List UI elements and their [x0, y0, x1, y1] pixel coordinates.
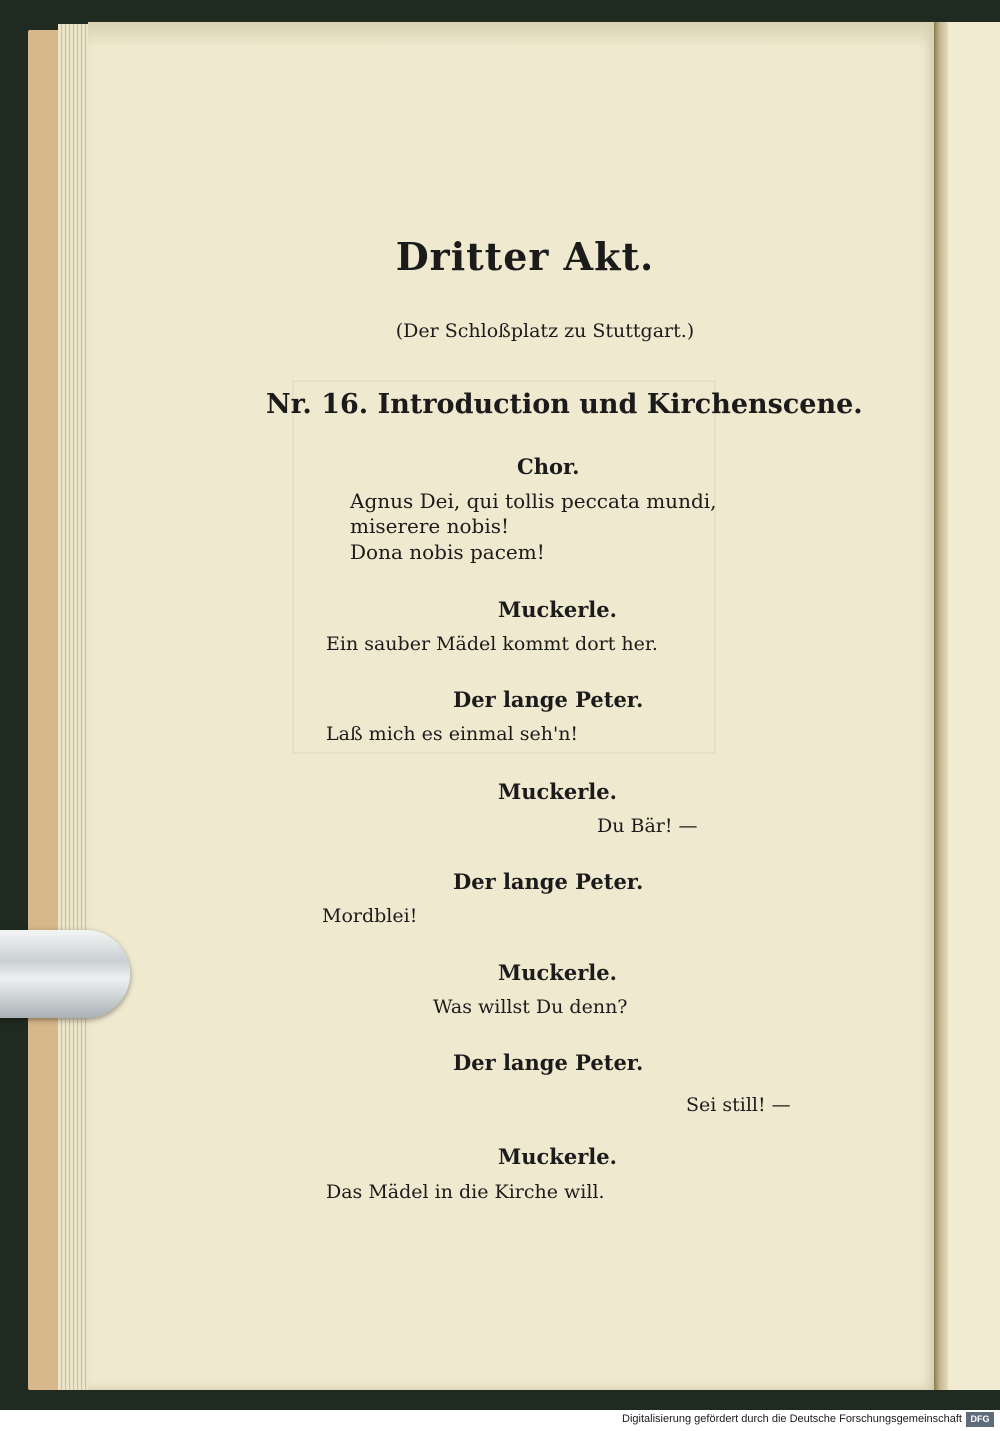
latin-text-line-1: Agnus Dei, qui tollis peccata mundi,: [350, 489, 717, 513]
speaker-lange-peter: Der lange Peter.: [453, 869, 644, 894]
dialogue-line: Laß mich es einmal seh'n!: [326, 723, 579, 745]
funding-credit: Digitalisierung gefördert durch die Deutsche Forschungsgemeinschaft: [622, 1413, 962, 1425]
speaker-lange-peter: Der lange Peter.: [453, 1050, 644, 1075]
speaker-muckerle: Muckerle.: [498, 597, 617, 622]
speaker-muckerle: Muckerle.: [498, 960, 617, 985]
latin-text-line-3: Dona nobis pacem!: [350, 540, 545, 564]
dialogue-line: Sei still! —: [686, 1094, 791, 1116]
facing-page-edge: [948, 22, 1000, 1390]
number-title: Nr. 16. Introduction und Kirchenscene.: [266, 389, 863, 420]
scene-location: (Der Schloßplatz zu Stuttgart.): [395, 320, 695, 342]
dialogue-line: Mordblei!: [322, 905, 418, 927]
dialogue-line: Was willst Du denn?: [433, 996, 628, 1018]
dialogue-line: Ein sauber Mädel kommt dort her.: [326, 633, 658, 655]
page-clip: [0, 930, 130, 1018]
page-top-shadow: [88, 22, 936, 48]
dialogue-line: Du Bär! —: [597, 815, 698, 837]
dfg-logo: DFG: [966, 1412, 994, 1427]
act-title: Dritter Akt.: [395, 234, 655, 279]
book-gutter: [934, 22, 948, 1390]
speaker-muckerle: Muckerle.: [498, 1144, 617, 1169]
speaker-muckerle: Muckerle.: [498, 779, 617, 804]
speaker-chor: Chor.: [517, 454, 580, 479]
speaker-lange-peter: Der lange Peter.: [453, 687, 644, 712]
latin-text-line-2: miserere nobis!: [350, 514, 510, 538]
dialogue-line: Das Mädel in die Kirche will.: [326, 1181, 605, 1203]
